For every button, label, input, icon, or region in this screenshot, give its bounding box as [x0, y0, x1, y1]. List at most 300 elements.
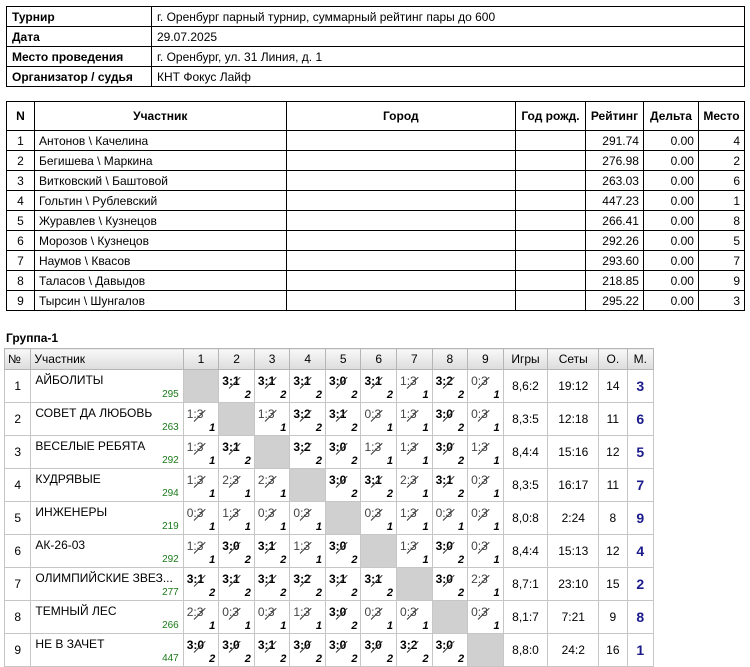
match-points: 2 — [351, 488, 358, 500]
match-points: 2 — [244, 554, 251, 566]
match-points: 2 — [458, 587, 465, 599]
match-points: 2 — [244, 455, 251, 467]
match-points: 1 — [244, 620, 251, 632]
match-score: 1:3 — [400, 539, 417, 553]
team-points: 15 — [599, 568, 627, 601]
team-rating: 263 — [162, 422, 179, 433]
team-rating: 292 — [162, 554, 179, 565]
match-points: 2 — [386, 389, 394, 401]
team-number: 9 — [5, 634, 31, 667]
self-match-cell — [254, 436, 290, 469]
participant-rating: 218.85 — [585, 271, 643, 291]
match-points: 1 — [244, 488, 251, 500]
match-score: 1:3 — [186, 539, 204, 553]
match-points: 2 — [280, 554, 287, 566]
match-points: 2 — [458, 455, 465, 467]
participants-header: N — [7, 102, 35, 131]
team-games: 8,4:4 — [503, 535, 548, 568]
match-score: 0:3 — [471, 407, 488, 421]
match-score: 0:3 — [293, 506, 311, 520]
team-sets: 15:16 — [548, 436, 599, 469]
group-header-col: 9 — [468, 349, 504, 370]
match-points: 2 — [209, 587, 216, 599]
team-sets: 7:21 — [548, 601, 599, 634]
team-sets: 24:2 — [548, 634, 599, 667]
team-rating: 294 — [162, 488, 179, 499]
match-points: 1 — [493, 422, 500, 434]
team-points: 14 — [599, 370, 627, 403]
team-number: 1 — [5, 370, 31, 403]
participant-n: 8 — [7, 271, 35, 291]
info-key: Турнир — [7, 7, 152, 27]
match-result-cell — [397, 403, 433, 436]
match-result-cell — [432, 403, 468, 436]
group-header-name: Участник — [31, 349, 183, 370]
self-match-cell — [432, 601, 468, 634]
participant-rating: 292.26 — [585, 231, 643, 251]
info-value: КНТ Фокус Лайф — [152, 67, 745, 87]
info-row — [7, 27, 745, 47]
match-points: 1 — [386, 620, 394, 632]
group-header-sets: Сеты — [548, 349, 599, 370]
match-result-cell — [432, 634, 468, 667]
match-result-cell — [254, 568, 290, 601]
match-points: 2 — [315, 389, 322, 401]
participant-row — [7, 171, 745, 191]
match-score: 0:3 — [471, 374, 488, 388]
participant-n: 2 — [7, 151, 35, 171]
match-result-cell — [432, 370, 468, 403]
match-result-cell — [432, 535, 468, 568]
match-points: 1 — [209, 455, 216, 467]
participant-year — [516, 291, 586, 311]
match-result-cell — [468, 370, 504, 403]
match-score: 0:3 — [435, 506, 453, 520]
participant-name: Таласов \ Давыдов — [34, 271, 286, 291]
team-sets: 19:12 — [548, 370, 599, 403]
match-points: 1 — [422, 389, 429, 401]
team-rating: 219 — [162, 521, 179, 532]
participant-place: 7 — [698, 251, 744, 271]
match-points: 2 — [386, 587, 394, 599]
match-points: 2 — [351, 587, 358, 599]
team-sets: 16:17 — [548, 469, 599, 502]
match-score: 3:0 — [435, 539, 453, 553]
participant-rating: 266.41 — [585, 211, 643, 231]
match-result-cell — [219, 502, 255, 535]
match-score: 0:3 — [364, 407, 382, 421]
match-result-cell — [219, 535, 255, 568]
team-sets: 15:13 — [548, 535, 599, 568]
match-points: 2 — [458, 554, 465, 566]
match-score: 0:3 — [364, 506, 382, 520]
match-result-cell — [219, 436, 255, 469]
participant-year — [516, 271, 586, 291]
team-games: 8,4:4 — [503, 436, 548, 469]
match-points: 1 — [493, 488, 500, 500]
match-result-cell — [397, 436, 433, 469]
participants-header: Город — [286, 102, 515, 131]
team-row — [5, 403, 654, 436]
participant-year — [516, 151, 586, 171]
match-score: 3:1 — [364, 572, 382, 586]
participant-rating: 291.74 — [585, 131, 643, 151]
match-score: 3:1 — [364, 473, 382, 487]
match-points: 2 — [458, 422, 465, 434]
team-name-cell — [31, 469, 183, 502]
match-points: 2 — [209, 653, 216, 665]
match-points: 1 — [280, 422, 287, 434]
match-points: 2 — [280, 587, 287, 599]
team-name: СОВЕТ ДА ЛЮБОВЬ — [35, 406, 153, 420]
team-place: 8 — [627, 601, 653, 634]
match-result-cell — [254, 634, 290, 667]
match-score: 2:3 — [471, 572, 488, 586]
match-score: 3:2 — [293, 572, 311, 586]
participant-year — [516, 171, 586, 191]
match-score: 1:3 — [471, 440, 488, 454]
match-result-cell — [219, 568, 255, 601]
team-rating: 292 — [162, 455, 179, 466]
participant-n: 1 — [7, 131, 35, 151]
team-games: 8,3:5 — [503, 469, 548, 502]
match-result-cell — [290, 502, 326, 535]
participant-city — [286, 251, 515, 271]
match-points: 1 — [209, 422, 216, 434]
match-result-cell — [468, 568, 504, 601]
match-score: 0:3 — [222, 605, 239, 619]
match-score: 1:3 — [293, 539, 311, 553]
match-score: 3:1 — [257, 539, 276, 553]
group-header-points: О. — [599, 349, 627, 370]
participants-table — [6, 101, 745, 311]
match-score: 3:0 — [222, 539, 240, 553]
match-score: 3:1 — [222, 572, 240, 586]
match-result-cell — [219, 601, 255, 634]
participant-year — [516, 251, 586, 271]
match-result-cell — [468, 535, 504, 568]
team-games: 8,8:0 — [503, 634, 548, 667]
team-number: 8 — [5, 601, 31, 634]
match-result-cell — [432, 436, 468, 469]
team-name-cell — [31, 601, 183, 634]
participant-row — [7, 131, 745, 151]
match-points: 1 — [209, 521, 216, 533]
team-name: ТЕМНЫЙ ЛЕС — [35, 604, 117, 618]
participant-year — [516, 231, 586, 251]
participant-name: Журавлев \ Кузнецов — [34, 211, 286, 231]
team-row — [5, 502, 654, 535]
team-points: 12 — [599, 535, 627, 568]
match-score: 3:1 — [186, 572, 205, 586]
match-result-cell — [432, 469, 468, 502]
match-score: 1:3 — [400, 374, 417, 388]
match-result-cell — [468, 502, 504, 535]
match-score: 0:3 — [257, 506, 275, 520]
participant-city — [286, 151, 515, 171]
match-points: 1 — [315, 521, 322, 533]
team-row — [5, 535, 654, 568]
match-score: 1:3 — [364, 440, 382, 454]
match-points: 2 — [458, 488, 465, 500]
self-match-cell — [325, 502, 361, 535]
match-score: 3:0 — [328, 440, 347, 454]
participants-header: Дельта — [643, 102, 698, 131]
participant-year — [516, 211, 586, 231]
match-result-cell — [397, 535, 433, 568]
self-match-cell — [361, 535, 397, 568]
participant-n: 9 — [7, 291, 35, 311]
match-points: 1 — [422, 521, 429, 533]
participant-year — [516, 191, 586, 211]
group-header-col: 7 — [397, 349, 433, 370]
match-result-cell — [254, 535, 290, 568]
info-key: Дата — [7, 27, 152, 47]
participant-name: Морозов \ Кузнецов — [34, 231, 286, 251]
team-row — [5, 568, 654, 601]
match-points: 1 — [493, 389, 500, 401]
match-score: 3:2 — [435, 374, 453, 388]
match-result-cell — [468, 403, 504, 436]
team-points: 11 — [599, 469, 627, 502]
match-points: 1 — [280, 521, 287, 533]
match-result-cell — [290, 601, 326, 634]
team-name-cell — [31, 568, 183, 601]
team-place: 9 — [627, 502, 653, 535]
match-points: 2 — [244, 587, 251, 599]
group-header-num: № — [5, 349, 31, 370]
match-score: 3:0 — [328, 539, 347, 553]
team-games: 8,3:5 — [503, 403, 548, 436]
match-result-cell — [290, 370, 326, 403]
self-match-cell — [468, 634, 504, 667]
team-sets: 23:10 — [548, 568, 599, 601]
match-score: 3:1 — [435, 473, 453, 487]
participant-city — [286, 231, 515, 251]
participant-name: Наумов \ Квасов — [34, 251, 286, 271]
match-score: 3:2 — [400, 638, 418, 652]
match-score: 3:2 — [293, 407, 311, 421]
match-result-cell — [397, 601, 433, 634]
team-row — [5, 436, 654, 469]
participant-name: Антонов \ Качелина — [34, 131, 286, 151]
self-match-cell — [397, 568, 433, 601]
team-name-cell — [31, 436, 183, 469]
participant-name: Гольтин \ Рублевский — [34, 191, 286, 211]
match-result-cell — [361, 568, 397, 601]
match-score: 3:0 — [222, 638, 240, 652]
team-name-cell — [31, 502, 183, 535]
tournament-info-table — [6, 6, 745, 87]
match-score: 3:0 — [435, 440, 453, 454]
group-header-col: 6 — [361, 349, 397, 370]
team-number: 7 — [5, 568, 31, 601]
team-sets: 2:24 — [548, 502, 599, 535]
match-points: 2 — [351, 653, 358, 665]
match-score: 1:3 — [186, 407, 204, 421]
match-points: 1 — [280, 488, 287, 500]
match-result-cell — [325, 403, 361, 436]
participant-delta: 0.00 — [643, 211, 698, 231]
match-result-cell — [290, 568, 326, 601]
match-points: 1 — [458, 521, 465, 533]
group-header-col: 2 — [219, 349, 255, 370]
participant-name: Тырсин \ Шунгалов — [34, 291, 286, 311]
match-score: 0:3 — [186, 506, 204, 520]
participant-rating: 276.98 — [585, 151, 643, 171]
participant-delta: 0.00 — [643, 191, 698, 211]
match-score: 3:1 — [257, 374, 276, 388]
info-key: Организатор / судья — [7, 67, 152, 87]
participant-city — [286, 291, 515, 311]
match-result-cell — [254, 502, 290, 535]
match-score: 3:0 — [364, 638, 382, 652]
participant-rating: 263.03 — [585, 171, 643, 191]
match-points: 1 — [422, 620, 429, 632]
participant-row — [7, 211, 745, 231]
participant-name: Витковский \ Баштовой — [34, 171, 286, 191]
match-score: 0:3 — [364, 605, 382, 619]
team-points: 8 — [599, 502, 627, 535]
match-points: 1 — [244, 521, 251, 533]
match-points: 1 — [280, 620, 287, 632]
team-place: 6 — [627, 403, 653, 436]
team-points: 9 — [599, 601, 627, 634]
match-score: 3:0 — [435, 572, 453, 586]
participant-delta: 0.00 — [643, 271, 698, 291]
participant-place: 2 — [698, 151, 744, 171]
team-row — [5, 601, 654, 634]
match-points: 2 — [458, 389, 465, 401]
participants-header: Рейтинг — [585, 102, 643, 131]
match-points: 1 — [493, 455, 500, 467]
match-points: 2 — [386, 488, 394, 500]
team-sets: 12:18 — [548, 403, 599, 436]
group-header-col: 8 — [432, 349, 468, 370]
match-result-cell — [290, 403, 326, 436]
team-place: 2 — [627, 568, 653, 601]
match-result-cell — [397, 370, 433, 403]
team-points: 11 — [599, 403, 627, 436]
match-result-cell — [254, 403, 290, 436]
match-points: 1 — [386, 455, 394, 467]
match-result-cell — [183, 403, 219, 436]
match-points: 2 — [458, 653, 465, 665]
match-score: 3:0 — [328, 374, 347, 388]
match-score: 3:0 — [328, 605, 347, 619]
match-points: 1 — [209, 554, 216, 566]
match-result-cell — [290, 634, 326, 667]
match-score: 3:1 — [293, 374, 311, 388]
match-result-cell — [361, 502, 397, 535]
match-result-cell — [361, 370, 397, 403]
team-name: ВЕСЕЛЫЕ РЕБЯТА — [35, 439, 146, 453]
participant-row — [7, 151, 745, 171]
match-result-cell — [397, 502, 433, 535]
participant-place: 3 — [698, 291, 744, 311]
participant-delta: 0.00 — [643, 171, 698, 191]
match-result-cell — [361, 403, 397, 436]
participant-city — [286, 211, 515, 231]
team-games: 8,1:7 — [503, 601, 548, 634]
team-row — [5, 370, 654, 403]
match-points: 1 — [386, 521, 394, 533]
participant-name: Бегишева \ Маркина — [34, 151, 286, 171]
participants-header: Участник — [34, 102, 286, 131]
match-score: 0:3 — [471, 539, 488, 553]
match-score: 2:3 — [222, 473, 239, 487]
match-score: 0:3 — [257, 605, 275, 619]
match-points: 2 — [244, 653, 251, 665]
match-score: 0:3 — [471, 605, 488, 619]
team-number: 5 — [5, 502, 31, 535]
team-row — [5, 634, 654, 667]
team-games: 8,6:2 — [503, 370, 548, 403]
info-value: г. Оренбург, ул. 31 Линия, д. 1 — [152, 47, 745, 67]
match-score: 2:3 — [257, 473, 275, 487]
participant-n: 6 — [7, 231, 35, 251]
team-name-cell — [31, 403, 183, 436]
team-number: 6 — [5, 535, 31, 568]
match-score: 3:1 — [257, 638, 276, 652]
match-result-cell — [183, 634, 219, 667]
team-name: НЕ В ЗАЧЕТ — [35, 637, 105, 651]
team-rating: 295 — [162, 389, 179, 400]
match-result-cell — [183, 502, 219, 535]
match-score: 0:3 — [471, 506, 488, 520]
participant-place: 9 — [698, 271, 744, 291]
team-place: 7 — [627, 469, 653, 502]
participant-row — [7, 191, 745, 211]
team-number: 4 — [5, 469, 31, 502]
participant-n: 4 — [7, 191, 35, 211]
match-score: 3:1 — [222, 374, 240, 388]
match-result-cell — [468, 601, 504, 634]
match-points: 2 — [315, 587, 322, 599]
match-result-cell — [325, 601, 361, 634]
participant-rating: 293.60 — [585, 251, 643, 271]
match-points: 2 — [280, 389, 287, 401]
info-row — [7, 67, 745, 87]
participant-year — [516, 131, 586, 151]
match-score: 1:3 — [222, 506, 239, 520]
match-result-cell — [219, 634, 255, 667]
match-points: 2 — [351, 422, 358, 434]
match-points: 2 — [422, 653, 429, 665]
match-result-cell — [361, 634, 397, 667]
match-result-cell — [219, 370, 255, 403]
match-score: 1:3 — [186, 473, 204, 487]
match-points: 1 — [493, 620, 500, 632]
match-score: 1:3 — [400, 440, 417, 454]
group-header-place: М. — [627, 349, 653, 370]
participant-row — [7, 231, 745, 251]
match-points: 2 — [280, 653, 287, 665]
match-score: 1:3 — [293, 605, 311, 619]
match-result-cell — [468, 436, 504, 469]
match-score: 3:1 — [328, 572, 347, 586]
match-score: 3:1 — [364, 374, 382, 388]
match-result-cell — [361, 436, 397, 469]
team-games: 8,7:1 — [503, 568, 548, 601]
group-header-col: 4 — [290, 349, 326, 370]
team-name: ОЛИМПИЙСКИЕ ЗВЕЗ... — [35, 571, 173, 585]
match-result-cell — [361, 601, 397, 634]
match-score: 3:0 — [328, 638, 347, 652]
group-header-games: Игры — [503, 349, 548, 370]
match-score: 3:0 — [328, 473, 347, 487]
match-points: 1 — [209, 488, 216, 500]
